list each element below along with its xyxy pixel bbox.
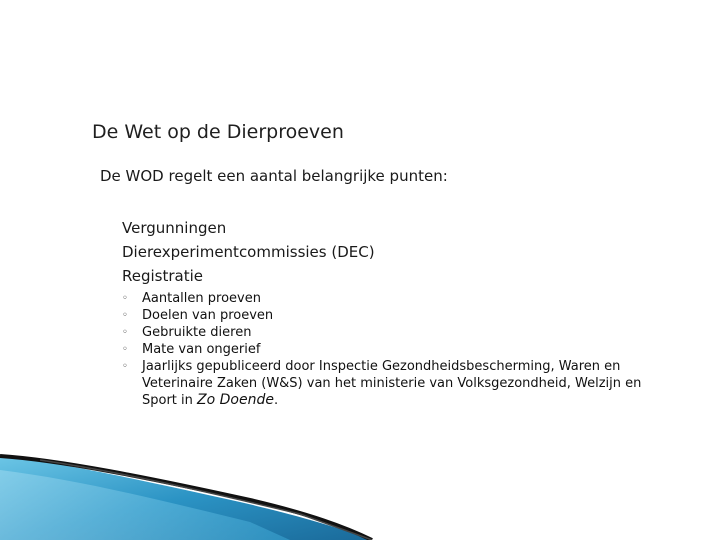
sub-bullet-marker-icon: ◦ [122,361,128,372]
bullet-item [98,240,678,264]
sub-bullet-item [122,290,662,307]
publication-title: Zo Doende [197,392,274,408]
bullet-item [98,216,678,240]
sub-bullet-marker-icon: ◦ [122,293,128,304]
intro-text: De WOD regelt een aantal belangrijke punten: [100,167,448,185]
sub-bullet-item [122,307,662,324]
sub-bullet-marker-icon: ◦ [122,344,128,355]
sub-bullet-label: Mate van ongerief [142,342,261,357]
sub-bullet-label: Aantallen proeven [142,291,261,306]
sub-bullet-item [122,358,662,409]
publication-text: Jaarlijks gepubliceerd door Inspectie Gezondheidsbescherming, Waren en Veterinaire Zaken (W&S) van het ministerie van Volksgezondheid, Welzijn en Sport in [142,359,642,408]
sub-bullet-item [122,324,662,341]
slide-title: De Wet op de Dierproeven [92,121,344,143]
bullet-item [98,264,678,409]
sub-bullet-marker-icon: ◦ [122,310,128,321]
bullet-label: Dierexperimentcommissies (DEC) [122,243,375,261]
bullet-label: Vergunningen [122,219,227,237]
sub-bullet-marker-icon: ◦ [122,327,128,338]
sub-bullet-list [122,290,662,409]
bullet-label: Registratie [122,267,203,285]
sub-bullet-label: Gebruikte dieren [142,325,252,340]
sub-bullet-item [122,341,662,358]
sub-bullet-label: Doelen van proeven [142,308,274,323]
bullet-list [98,216,678,409]
publication-suffix: . [273,393,279,408]
